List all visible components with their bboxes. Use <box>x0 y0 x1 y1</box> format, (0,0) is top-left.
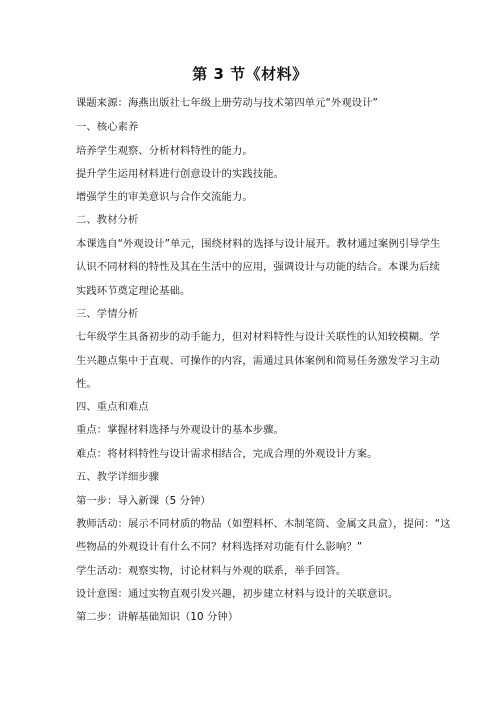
paragraph-line: 重点：掌握材料选择与外观设计的基本步骤。 <box>76 424 284 436</box>
paragraph-line: 设计意图：通过实物直观引发兴趣，初步建立材料与设计的关联意识。 <box>76 588 399 600</box>
section-heading-textbook-analysis: 二、教材分析 <box>76 214 139 226</box>
paragraph-line: 难点：将材料特性与设计需求相结合，完成合理的外观设计方案。 <box>76 448 378 460</box>
paragraph-line: 学生活动：观察实物，讨论材料与外观的联系，举手回答。 <box>76 565 347 577</box>
section-heading-key-points: 四、重点和难点 <box>76 401 149 413</box>
paragraph-line: 提升学生运用材料进行创意设计的实践技能。 <box>76 168 284 180</box>
paragraph-line: 第二步：讲解基础知识（10 分钟） <box>76 611 239 623</box>
paragraph-line: 性。 <box>76 378 97 390</box>
paragraph-line: 教师活动：展示不同材质的物品（如塑料杯、木制笔筒、金属文具盒），提问：“这 <box>76 518 451 530</box>
paragraph-line: 些物品的外观设计有什么不同？材料选择对功能有什么影响？” <box>76 541 363 553</box>
paragraph-line: 培养学生观察、分析材料特性的能力。 <box>76 145 253 157</box>
paragraph-line: 七年级学生具备初步的动手能力，但对材料特性与设计关联性的认知较模糊。学 <box>76 331 440 343</box>
section-heading-teaching-steps: 五、教学详细步骤 <box>76 471 160 483</box>
paragraph-line: 本课选自“外观设计”单元，围绕材料的选择与设计展开。教材通过案例引导学生 <box>76 238 441 250</box>
paragraph-line: 实践环节奠定理论基础。 <box>76 285 191 297</box>
paragraph-line: 第一步：导入新课（5 分钟） <box>76 495 211 507</box>
page-title: 第 3 节《材料》 <box>192 65 308 83</box>
section-heading-core-literacy: 一、核心素养 <box>76 121 139 133</box>
paragraph-line: 认识不同材料的特性及其在生活中的应用，强调设计与功能的结合。本课为后续 <box>76 261 440 273</box>
course-source: 课题来源：海燕出版社七年级上册劳动与技术第四单元“外观设计” <box>76 97 378 109</box>
section-heading-learner-analysis: 三、学情分析 <box>76 308 139 320</box>
paragraph-line: 生兴趣点集中于直观、可操作的内容，需通过具体案例和简易任务激发学习主动 <box>76 355 440 367</box>
paragraph-line: 增强学生的审美意识与合作交流能力。 <box>76 191 253 203</box>
